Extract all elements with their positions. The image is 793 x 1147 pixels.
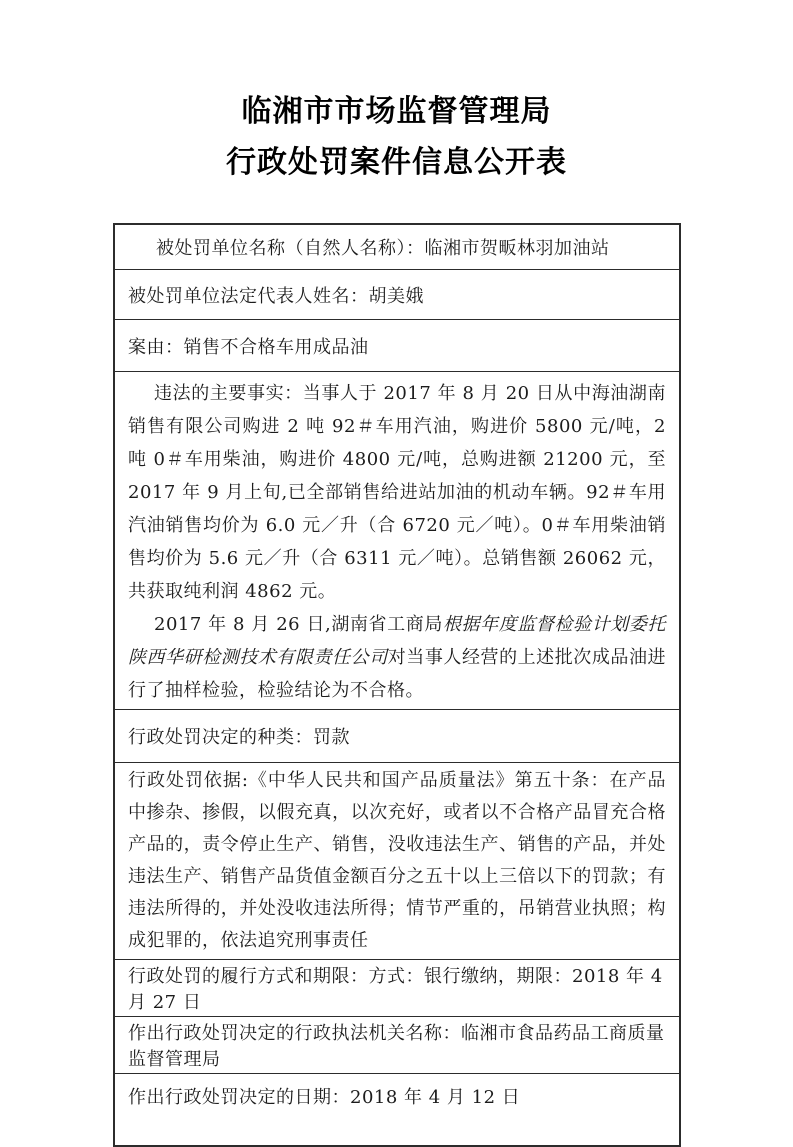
- row-legal-representative: [114, 270, 680, 320]
- row-penalty-type: [114, 710, 680, 763]
- cell-penalty-date: [114, 1074, 680, 1147]
- legal-representative-text: 被处罚单位法定代表人姓名：胡美娥: [128, 285, 424, 307]
- penalized-entity-name-text: 被处罚单位名称（自然人名称）：临湘市贺畈林羽加油站: [156, 238, 610, 259]
- cell-legal-representative: [114, 270, 680, 320]
- facts-para2-pre: 2017 年 8 月 26 日,湖南省工商局: [154, 614, 443, 635]
- cell-case-cause: [114, 320, 680, 372]
- row-penalized-entity-name: [114, 224, 680, 270]
- row-penalty-date: [114, 1074, 680, 1147]
- illegal-facts-paragraph-1: 违法的主要事实：当事人于 2017 年 8 月 20 日从中海油湖南销售有限公司购进 2 吨 92＃车用汽油，购进价 5800 元/吨，2 吨 0＃车用柴油，购进价 4800 元/吨，总购进额 21200 元，至 2017 年 9 月上旬,已全部销售给进站加油的机动车辆。92＃车用汽油销售均价为 6.0 元／升（合 6720 元／吨）。0＃车用柴油销售均价为 5.6 元／升（合 6311 元／吨）。总销售额 26062 元，共获取纯利润 4862 元。: [128, 383, 666, 602]
- facts-para2-post: 对当事人经营的上述批次成品油进行了抽样检验，检验结论为不合格。: [128, 647, 666, 701]
- document-title: [0, 0, 793, 188]
- cell-penalty-type: [114, 710, 680, 763]
- penalty-date-text: 作出行政处罚决定的日期：2018 年 4 月 12 日: [128, 1087, 521, 1108]
- facts-para2-italic-segment: 根据年度监督检验计划委托陕西华研检测技术有限责任公司: [128, 614, 666, 668]
- row-case-cause: [114, 320, 680, 372]
- penalty-info-table: [113, 223, 681, 1147]
- cell-penalty-basis: [114, 763, 680, 960]
- penalty-execution-text: 行政处罚的履行方式和期限：方式：银行缴纳，期限：2018 年 4 月 27 日: [128, 966, 663, 1013]
- row-penalty-agency: [114, 1017, 680, 1074]
- document-title-line2: 行政处罚案件信息公开表: [226, 146, 567, 179]
- cell-illegal-facts: [114, 372, 680, 710]
- cell-penalty-execution: [114, 960, 680, 1017]
- illegal-facts-paragraph-2: [128, 608, 666, 707]
- cell-penalized-entity-name: [114, 224, 680, 270]
- penalty-agency-text: 作出行政处罚决定的行政执法机关名称：临湘市食品药品工商质量监督管理局: [128, 1023, 665, 1070]
- row-penalty-basis: [114, 763, 680, 960]
- case-cause-text: 案由：销售不合格车用成品油: [128, 336, 369, 358]
- row-penalty-execution: [114, 960, 680, 1017]
- penalty-type-text: 行政处罚决定的种类：罚款: [128, 727, 350, 748]
- penalty-basis-text: 行政处罚依据:《中华人民共和国产品质量法》第五十条：在产品中掺杂、掺假，以假充真，以次充好，或者以不合格产品冒充合格产品的，责令停止生产、销售，没收违法生产、销售的产品，并处违法生产、销售产品货值金额百分之五十以上三倍以下的罚款；有违法所得的，并处没收违法所得；情节严重的，吊销营业执照；构成犯罪的，依法追究刑事责任: [128, 770, 666, 951]
- row-illegal-facts: [114, 372, 680, 710]
- document-title-line1: 临湘市市场监督管理局: [241, 95, 552, 128]
- cell-penalty-agency: [114, 1017, 680, 1074]
